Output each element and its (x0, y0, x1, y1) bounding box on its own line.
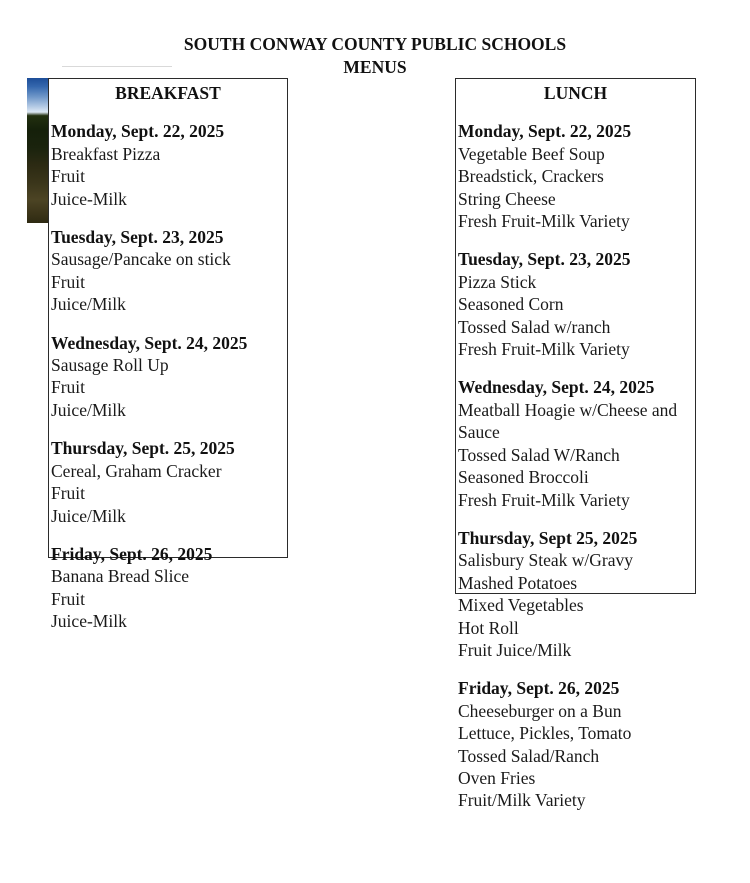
menu-item: Fruit/Milk Variety (458, 790, 586, 811)
menu-day-date: Thursday, Sept 25, 2025 (458, 527, 638, 548)
menu-day-date: Monday, Sept. 22, 2025 (51, 121, 225, 142)
menu-item: Cheeseburger on a Bun (458, 700, 622, 721)
menu-item: Mixed Vegetables (458, 595, 584, 616)
menu-item: Juice/Milk (51, 399, 126, 420)
menu-day-date: Monday, Sept. 22, 2025 (458, 121, 632, 142)
breakfast-day-list (51, 120, 285, 632)
menu-item: Fruit (51, 166, 86, 187)
landscape-photo-thumbnail (27, 78, 48, 223)
menu-item: Sausage/Pancake on stick (51, 249, 231, 270)
menu-item: Seasoned Corn (458, 294, 564, 315)
menu-day-date: Friday, Sept. 26, 2025 (458, 678, 620, 699)
lunch-day-block (458, 677, 693, 811)
menu-item: Meatball Hoagie w/Cheese and Sauce (458, 399, 678, 443)
lunch-day-list (458, 120, 693, 811)
menu-day-date: Thursday, Sept. 25, 2025 (51, 438, 235, 459)
lunch-menu-box (455, 78, 696, 811)
menu-item: Salisbury Steak w/Gravy (458, 550, 633, 571)
breakfast-menu-content (49, 79, 287, 633)
lunch-day-block (458, 248, 693, 360)
menu-day-date: Wednesday, Sept. 24, 2025 (51, 332, 248, 353)
menu-item: Fruit (51, 377, 86, 398)
breakfast-day-block (51, 332, 285, 422)
lunch-header: LUNCH (543, 83, 608, 103)
lunch-menu-content (456, 79, 695, 812)
menu-item: Hot Roll (458, 617, 519, 638)
page-title (0, 33, 750, 79)
menu-item: Tossed Salad w/ranch (458, 316, 611, 337)
menu-item: Fruit (51, 271, 86, 292)
menu-item: Fruit (51, 483, 86, 504)
breakfast-header: BREAKFAST (115, 83, 221, 103)
menu-item: Mashed Potatoes (458, 572, 578, 593)
menu-item: Tossed Salad W/Ranch (458, 444, 620, 465)
breakfast-day-block (51, 437, 285, 527)
menu-item: Breadstick, Crackers (458, 166, 604, 187)
menu-item: Lettuce, Pickles, Tomato (458, 723, 632, 744)
breakfast-day-block (51, 226, 285, 316)
menu-item: Tossed Salad/Ranch (458, 745, 600, 766)
breakfast-menu-box (48, 78, 288, 632)
scan-artifact-line (62, 66, 172, 67)
menu-day-date: Friday, Sept. 26, 2025 (51, 543, 213, 564)
menu-item: Breakfast Pizza (51, 143, 161, 164)
menu-item: Fruit (51, 588, 86, 609)
menu-item: Cereal, Graham Cracker (51, 460, 222, 481)
lunch-day-block (458, 527, 693, 661)
menu-item: Seasoned Broccoli (458, 467, 589, 488)
lunch-day-block (458, 376, 693, 510)
lunch-day-block (458, 120, 693, 232)
menu-day-date: Tuesday, Sept. 23, 2025 (51, 227, 224, 248)
page-title-line2: MENUS (343, 57, 407, 77)
menu-item: Vegetable Beef Soup (458, 143, 605, 164)
menu-item: Fresh Fruit-Milk Variety (458, 339, 630, 360)
menu-item: Oven Fries (458, 767, 536, 788)
menu-item: Sausage Roll Up (51, 355, 169, 376)
menu-item: String Cheese (458, 188, 556, 209)
menu-item: Juice/Milk (51, 294, 126, 315)
page-title-line1: SOUTH CONWAY COUNTY PUBLIC SCHOOLS (183, 34, 567, 54)
menu-item: Banana Bread Slice (51, 566, 190, 587)
menu-item: Fresh Fruit-Milk Variety (458, 211, 630, 232)
menu-item: Juice-Milk (51, 188, 127, 209)
menu-item: Juice/Milk (51, 505, 126, 526)
menu-item: Fresh Fruit-Milk Variety (458, 489, 630, 510)
menu-item: Fruit Juice/Milk (458, 639, 572, 660)
menu-day-date: Wednesday, Sept. 24, 2025 (458, 377, 655, 398)
breakfast-day-block (51, 120, 285, 210)
menu-day-date: Tuesday, Sept. 23, 2025 (458, 249, 631, 270)
menu-item: Pizza Stick (458, 271, 537, 292)
breakfast-day-block (51, 543, 285, 633)
menu-item: Juice-Milk (51, 611, 127, 632)
